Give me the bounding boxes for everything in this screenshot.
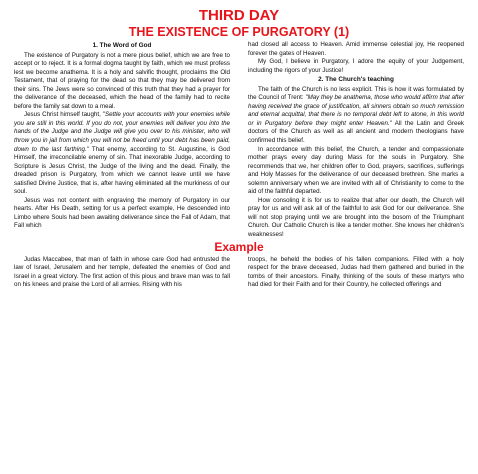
- paragraph: The existence of Purgatory is not a mere pious belief, which we are free to accept or to reject. It is a formal dogma taught by faith, which we must profess lest we become anathema. It is a holy and salvific thought, proclaims the Old Testament, that of praying for the dead so that they may be delivered from their sins. The Jews were so convinced of this truth that they had a prayer for the deliverance of the deceased, which the head of the family had to recite before the family sat down to a meal.: [14, 51, 230, 110]
- paragraph: My God, I believe in Purgatory, I adore the equity of your Judgement, including the rigors of your Justice!: [248, 58, 464, 74]
- paragraph-text: All the Latin and Greek doctors of the Church as well as all ancient and modern theologians have confirmed this belief.: [248, 119, 464, 144]
- paragraph-text: That enemy, according to St. Augustine, is God Himself, the irreconcilable enemy of sin. That inexorable Judge, according to Scripture is Jesus Christ, the Judge of the living and the dead. Finally, the dreaded prison is Purgatory, from which we cannot leave until we have satisfied Divine Justice, that is, after having eliminated all the murkiness of our soul.: [14, 145, 230, 196]
- paragraph: [14, 111, 230, 196]
- paragraph: Jesus was not content with engraving the memory of Purgatory in our hearts. After His Death, setting for us a perfect example, He descended into Limbo where Souls had been awaiting deliverance since the Fall of Adam, that Fall which: [14, 196, 230, 230]
- example-columns: [14, 256, 464, 290]
- paragraph: troops, he beheld the bodies of his fallen companions. Filled with a holy respect for the brave deceased, Judas had them gathered and buried in the tombs of their ancestors. Finally, thinking of the souls of these martyrs who had died for their Faith and for their Country, he collected offerings and: [248, 255, 464, 289]
- gospel-quote: "Settle your accounts with your enemies while you are still in this world. If you do not, your enemies will deliver you into the hands of the Judge and the Judge will give you over to his minister, who will throw you in jail from which you will not be freed until your debt has been paid, down to the last farthing.": [14, 111, 230, 153]
- paragraph-text: The faith of the Church is no less explicit. This is how it was formulated by the Council of Trent:: [248, 85, 464, 102]
- paragraph: How consoling it is for us to realize that after our death, the Church will pray for us and will ask all of the faithful to ask God for our deliverance. She will not stop praying until we are brought into the bosom of the Triumphant Church. Our Catholic Church is like a tender mother. She knows her children's weaknesses!: [248, 196, 464, 238]
- example-left-column: [14, 256, 230, 290]
- page-subtitle: THE EXISTENCE OF PURGATORY (1): [128, 25, 350, 39]
- example-heading: Example: [214, 239, 264, 254]
- left-column: [14, 41, 230, 240]
- paragraph-text: Jesus Christ himself taught,: [24, 111, 103, 119]
- example-right-column: [248, 256, 464, 290]
- section-heading-church-teaching: 2. The Church's teaching: [318, 76, 394, 84]
- paragraph: had closed all access to Heaven. Amid immense celestial joy, He reopened forever the gates of Heaven.: [248, 41, 464, 57]
- main-columns: [14, 41, 464, 240]
- page-title: THIRD DAY: [198, 7, 280, 24]
- right-column: [248, 41, 464, 240]
- paragraph: In accordance with this belief, the Church, a tender and compassionate mother prays every day during Mass for the souls in Purgatory. She recommends that we, her children offer to God, prayers, sacrifices, sufferings and Holy Masses for the deliverance of our deceased brethren. She marks a solemn anniversary when we are invited with all of Christianity to come to the aid of the faithful departed.: [248, 145, 464, 196]
- council-quote: "May they be anathema, those who would affirm that after having received the grace of justification, all sinners obtain so much remission and eternal acquittal, that there is no temporal debt left to atone, in this world or in Purgatory before they might enter Heaven.": [248, 94, 465, 127]
- section-heading-word-of-god: 1. The Word of God: [92, 42, 152, 49]
- paragraph: Judas Maccabee, that man of faith in whose care God had entrusted the law of Israel, Jerusalem and her temple, defeated the enemies of God and Israel in a great victory. The first action of this pious and brave man was to fall on his knees and praise the Lord of all armies. Rising with his: [14, 255, 230, 289]
- paragraph: [248, 86, 464, 146]
